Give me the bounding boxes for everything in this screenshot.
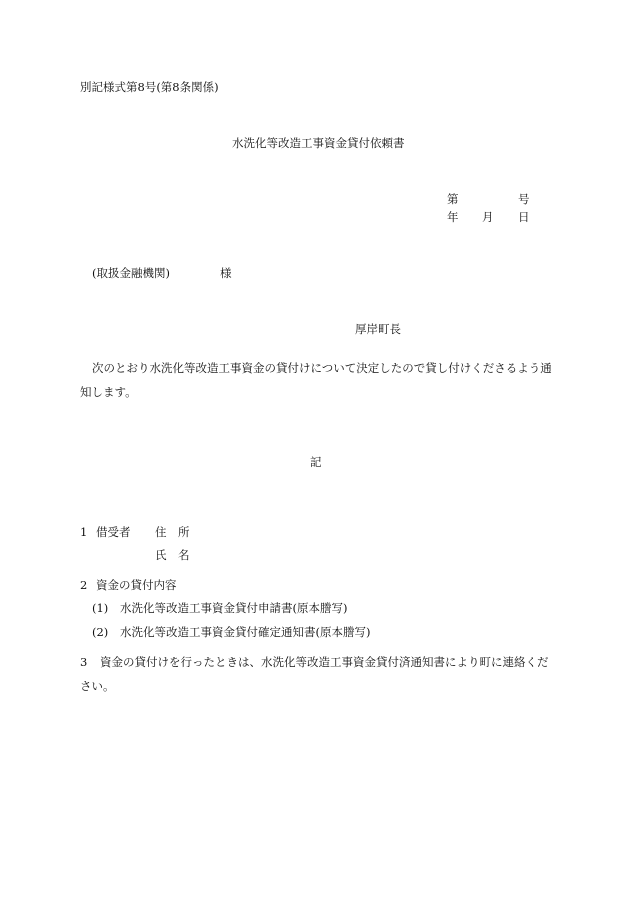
item-1-number: 1 — [80, 525, 88, 539]
addressee-honorific: 様 — [220, 266, 232, 280]
item-2-sub-2 — [92, 627, 370, 639]
item-2-sub-1 — [92, 603, 347, 615]
item-1-field-address: 住 所 — [155, 525, 190, 539]
item-3-number: 3 — [80, 655, 88, 669]
ki-heading: 記 — [310, 455, 322, 469]
item-2-label: 資金の貸付内容 — [96, 578, 177, 592]
item-2-sub-1-number: (1) — [92, 601, 109, 615]
item-1-label: 借受者 — [96, 525, 131, 539]
addressee-name: (取扱金融機関) — [92, 266, 170, 280]
item-3 — [80, 650, 555, 698]
item-2-sub-2-text: 水洗化等改造工事資金貸付確定通知書(原本謄写) — [120, 625, 371, 639]
number-suffix: 号 — [518, 192, 530, 206]
number-prefix: 第 — [447, 192, 459, 206]
date-month: 月 — [482, 210, 494, 224]
item-3-text: 資金の貸付けを行ったときは、水洗化等改造工事資金貸付済通知書により町に連絡ください。 — [80, 655, 549, 693]
date-day: 日 — [518, 210, 530, 224]
item-1-field-name: 氏 名 — [155, 548, 190, 562]
body-text: 次のとおり水洗化等改造工事資金の貸付けについて決定したので貸し付けくださるよう通知します。 — [80, 361, 552, 399]
sender: 厚岸町長 — [355, 322, 401, 336]
item-2-number: 2 — [80, 578, 88, 592]
item-2-sub-2-number: (2) — [92, 625, 109, 639]
body-paragraph — [80, 356, 555, 404]
date-year: 年 — [447, 210, 459, 224]
item-2-sub-1-text: 水洗化等改造工事資金貸付申請書(原本謄写) — [120, 601, 348, 615]
document-title: 水洗化等改造工事資金貸付依頼書 — [232, 136, 405, 150]
form-label: 別記様式第8号(第8条関係) — [80, 80, 219, 94]
